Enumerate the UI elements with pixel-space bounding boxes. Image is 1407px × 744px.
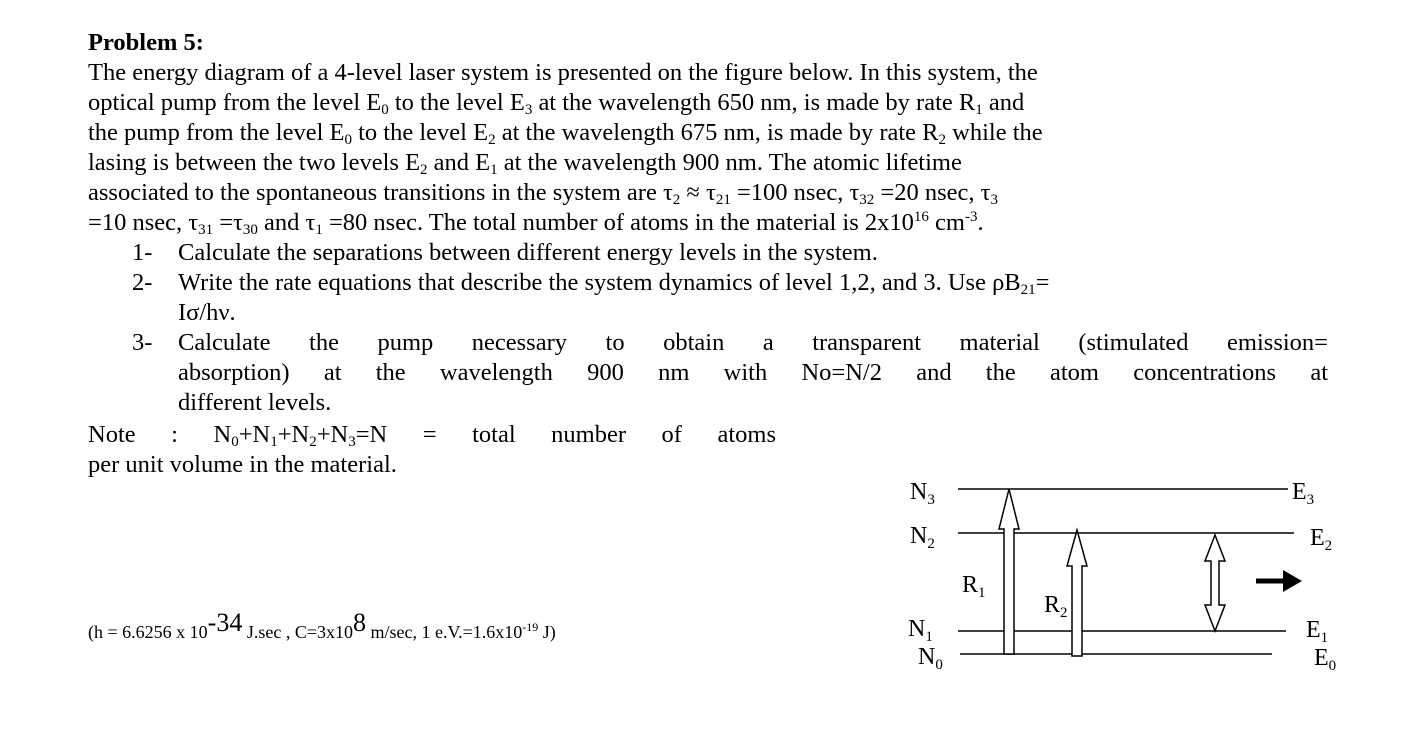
label-n1: $N_1$ xyxy=(908,616,933,645)
label-e3: $E_3$ xyxy=(1292,479,1315,508)
lasing-double-arrow xyxy=(1205,535,1225,631)
label-n2: $N_2$ xyxy=(910,523,935,552)
intro-line-4: lasing is between the two levels $E_2$ and $E_1$ at the wavelength 900 nm. The atomic lifetime xyxy=(88,149,962,178)
label-e0: $E_0$ xyxy=(1314,645,1337,674)
label-r1: $R_1$ xyxy=(962,572,986,601)
question-2-line-1: Write the rate equations that describe the system dynamics of level 1,2, and 3. Use $\rho B_{21}=$ xyxy=(178,269,1050,298)
question-1-text: Calculate the separations between different energy levels in the system. xyxy=(178,239,878,266)
question-1-number: 1- xyxy=(132,239,153,266)
note-line-2: per unit volume in the material. xyxy=(88,451,397,478)
label-e2: $E_2$ xyxy=(1310,525,1333,554)
intro-line-5: associated to the spontaneous transitions in the system are $\tau_2 \approx \tau_{21} =100$ nsec, $\tau_{32} =20$ nsec, $\tau_3$ xyxy=(88,179,998,208)
label-r2: $R_2$ xyxy=(1044,592,1068,621)
question-3-number: 3- xyxy=(132,329,153,356)
pump-r2-arrow xyxy=(1067,530,1087,656)
intro-line-3: the pump from the level $E_0$ to the level $E_2$ at the wavelength 675 nm, is made by rate $R_2$ while the xyxy=(88,119,1043,148)
question-2-line-2: Iσ/hν. xyxy=(178,299,236,326)
label-n0: $N_0$ xyxy=(918,644,943,673)
note-line-1: Note : $N_0+N_1+N_2+N_3=N$ = total number of atoms xyxy=(88,421,777,450)
intro-line-6: =10 nsec, $\tau_{31} =\tau_{30}$ and $\tau_1 =80$ nsec. The total number of atoms in the material is $2x10^{16}$ $cm^{-3}$. xyxy=(88,209,984,238)
problem-title: Problem 5: xyxy=(88,29,204,56)
pump-r1-arrow xyxy=(999,489,1019,654)
question-3-line-2: absorption) at the wavelength 900 nm with No=N/2 and the atom concentrations at xyxy=(178,359,1328,386)
question-2-number: 2- xyxy=(132,269,153,296)
question-3-line-3: different levels. xyxy=(178,389,332,416)
laser-output-arrowhead xyxy=(1283,570,1302,592)
label-n3: $N_3$ xyxy=(910,479,935,508)
question-3-line-1: Calculate the pump necessary to obtain a transparent material (stimulated emission= xyxy=(178,329,1328,356)
physical-constants: (h = 6.6256 x 10-34 J.sec , C=3x108 m/sec, 1 $e.V.=1.6x10^{-19}$ J) xyxy=(88,608,556,642)
intro-line-2: optical pump from the level $E_0$ to the level $E_3$ at the wavelength 650 nm, is made by rate $R_1$ and xyxy=(88,89,1025,118)
label-e1: $E_1$ xyxy=(1306,617,1329,646)
intro-line-1: The energy diagram of a 4-level laser system is presented on the figure below. In this system, the xyxy=(88,59,1038,86)
